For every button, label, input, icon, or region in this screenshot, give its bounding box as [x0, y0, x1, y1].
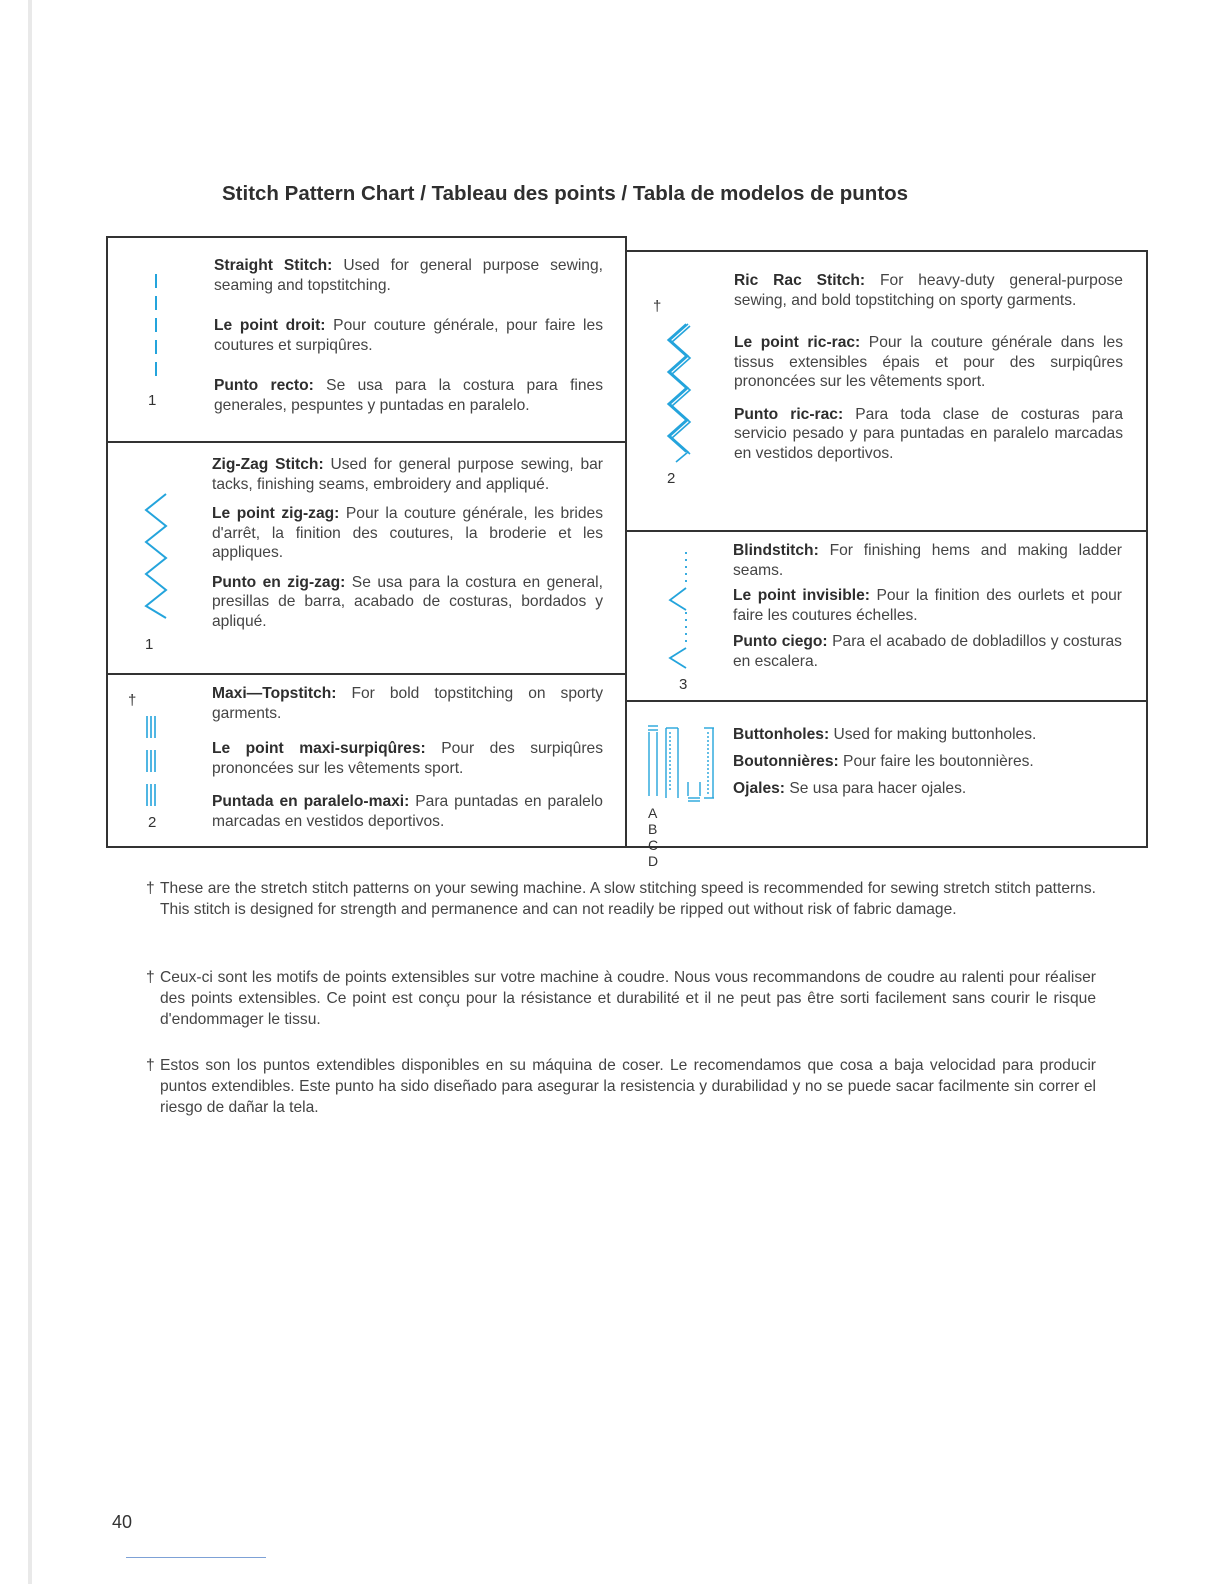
footnote-fr	[146, 967, 1096, 1030]
row-divider-left-2	[106, 673, 626, 675]
text-es: Para el acabado de dobladillos y costuras en escalera.	[733, 633, 1122, 670]
label-es: Puntada en paralelo-maxi:	[212, 793, 410, 810]
table-border-left	[106, 236, 108, 847]
text-fr: Pour la couture générale, les brides d'arrêt, la finition des coutures, la broderie et les appliques.	[212, 505, 604, 561]
footnote-dagger: †	[146, 1057, 155, 1074]
step-letter-d: D	[648, 853, 660, 869]
table-center-divider	[625, 236, 627, 847]
label-en: Maxi—Topstitch:	[212, 685, 337, 702]
table-border-top-left	[107, 236, 626, 238]
label-fr: Le point ric-rac:	[734, 334, 861, 351]
ricrac-stitch-icon	[664, 322, 694, 464]
text-en: Used for general purpose sewing, seaming and topstitching.	[214, 257, 603, 294]
label-en: Ric Rac Stitch:	[734, 272, 866, 289]
label-fr: Le point zig-zag:	[212, 505, 340, 522]
label-en: Zig-Zag Stitch:	[212, 456, 324, 473]
scan-edge	[28, 0, 32, 1584]
table-border-top-right	[626, 250, 1147, 252]
table-border-bottom	[106, 846, 1148, 848]
zigzag-stitch-icon	[142, 492, 170, 620]
straight-stitch-icon	[150, 272, 162, 382]
label-es: Ojales:	[733, 780, 786, 797]
text-fr: Pour la finition des ourlets et pour faire les coutures échelles.	[733, 587, 1122, 624]
stretch-stitch-dagger: †	[128, 692, 137, 709]
page-title: Stitch Pattern Chart / Tableau des points / Tabla de modelos de puntos	[222, 182, 909, 205]
text-en: Used for making buttonholes.	[833, 726, 1037, 743]
stitch-number: 3	[679, 676, 688, 693]
text-es: Se usa para la costura para fines generales, pespuntes y puntadas en paralelo.	[214, 377, 604, 414]
stitch-number: 1	[148, 392, 157, 409]
page-number: 40	[112, 1512, 133, 1532]
text-en: For finishing hems and making ladder seams.	[733, 542, 1122, 579]
label-en: Buttonholes:	[733, 726, 830, 743]
blindstitch-description	[733, 541, 1122, 681]
text-en: For heavy-duty general-purpose sewing, and bold topstitching on sporty garments.	[734, 272, 1123, 309]
buttonhole-step-letters	[648, 805, 659, 869]
footnote-dagger: †	[146, 969, 155, 986]
label-en: Straight Stitch:	[214, 257, 333, 274]
stitch-number: 2	[148, 814, 157, 831]
label-es: Punto ric-rac:	[734, 405, 844, 423]
label-fr: Le point maxi-surpiqûres:	[212, 740, 426, 757]
text-fr: Pour la couture générale dans les tissus extensibles épais et pour des surpiqûres prononcées sur les vêtements sport.	[734, 334, 1123, 390]
step-letter-a: A	[648, 805, 658, 821]
buttonhole-steps-icon	[644, 722, 720, 804]
label-en: Blindstitch:	[733, 542, 819, 559]
footnote-en	[146, 878, 1096, 920]
straight-stitch-description	[214, 256, 603, 425]
row-divider-right-2	[626, 700, 1147, 702]
footnote-text: These are the stretch stitch patterns on your sewing machine. A slow stitching speed is recommended for sewing stretch stitch patterns. This stitch is designed for strength and permanence and can not readily be ripped out without risk of fabric damage.	[160, 880, 1096, 918]
ricrac-stitch-description	[734, 271, 1123, 473]
footer-rule	[126, 1557, 266, 1558]
stitch-number: 1	[145, 636, 154, 653]
step-letter-c: C	[648, 837, 660, 853]
text-es: Para puntadas en paralelo marcadas en vestidos deportivos.	[212, 793, 603, 830]
buttonholes-description	[733, 725, 1133, 809]
maxi-topstitch-icon	[144, 714, 158, 808]
text-en: Used for general purpose sewing, bar tacks, finishing seams, embroidery and appliqué.	[212, 456, 603, 493]
text-en: For bold topstitching on sporty garments.	[212, 685, 603, 722]
footnote-text: Ceux-ci sont les motifs de points extensibles sur votre machine à coudre. Nous vous recommandons de coudre au ralenti pour réaliser des points extensibles. Ce point est conçu pour la résistance et durabilité et il ne peut pas être sorti facilement sans courir le risque d'endommager le tissu.	[160, 969, 1096, 1028]
text-fr: Pour couture générale, pour faire les coutures et surpiqûres.	[214, 317, 603, 354]
maxi-topstitch-description	[212, 684, 603, 841]
row-divider-left-1	[106, 441, 626, 443]
text-fr: Pour des surpiqûres prononcées sur les vêtements sport.	[212, 740, 603, 777]
blindstitch-icon	[664, 550, 694, 670]
label-fr: Le point droit:	[214, 317, 326, 334]
step-letter-b: B	[648, 821, 659, 837]
label-es: Punto recto:	[214, 377, 314, 394]
zigzag-stitch-description	[212, 455, 603, 641]
stretch-stitch-dagger: †	[653, 298, 662, 315]
row-divider-right-1	[626, 530, 1147, 532]
footnote-es	[146, 1055, 1096, 1118]
footnote-text: Estos son los puntos extendibles disponibles en su máquina de coser. Le recomendamos que cosa a baja velocidad para producir puntos extendibles. Este punto ha sido diseñado para asegurar la resistencia y durabilidad y no se puede sacar facilmente sin correr el riesgo de dañar la tela.	[160, 1057, 1096, 1116]
stitch-number: 2	[667, 470, 676, 487]
label-es: Punto en zig-zag:	[212, 573, 346, 591]
label-es: Punto ciego:	[733, 633, 828, 650]
label-fr: Boutonnières:	[733, 753, 839, 770]
text-es: Se usa para hacer ojales.	[789, 780, 967, 797]
text-es: Para toda clase de costuras para servicio pesado y para puntadas en paralelo marcadas en vestidos deportivos.	[734, 405, 1123, 462]
text-fr: Pour faire les boutonnières.	[843, 753, 1034, 770]
footnote-dagger: †	[146, 880, 155, 897]
table-border-right	[1146, 250, 1148, 847]
label-fr: Le point invisible:	[733, 587, 870, 604]
text-es: Se usa para la costura en general, presillas de barra, acabado de costuras, bordados y apliqué.	[212, 573, 603, 630]
